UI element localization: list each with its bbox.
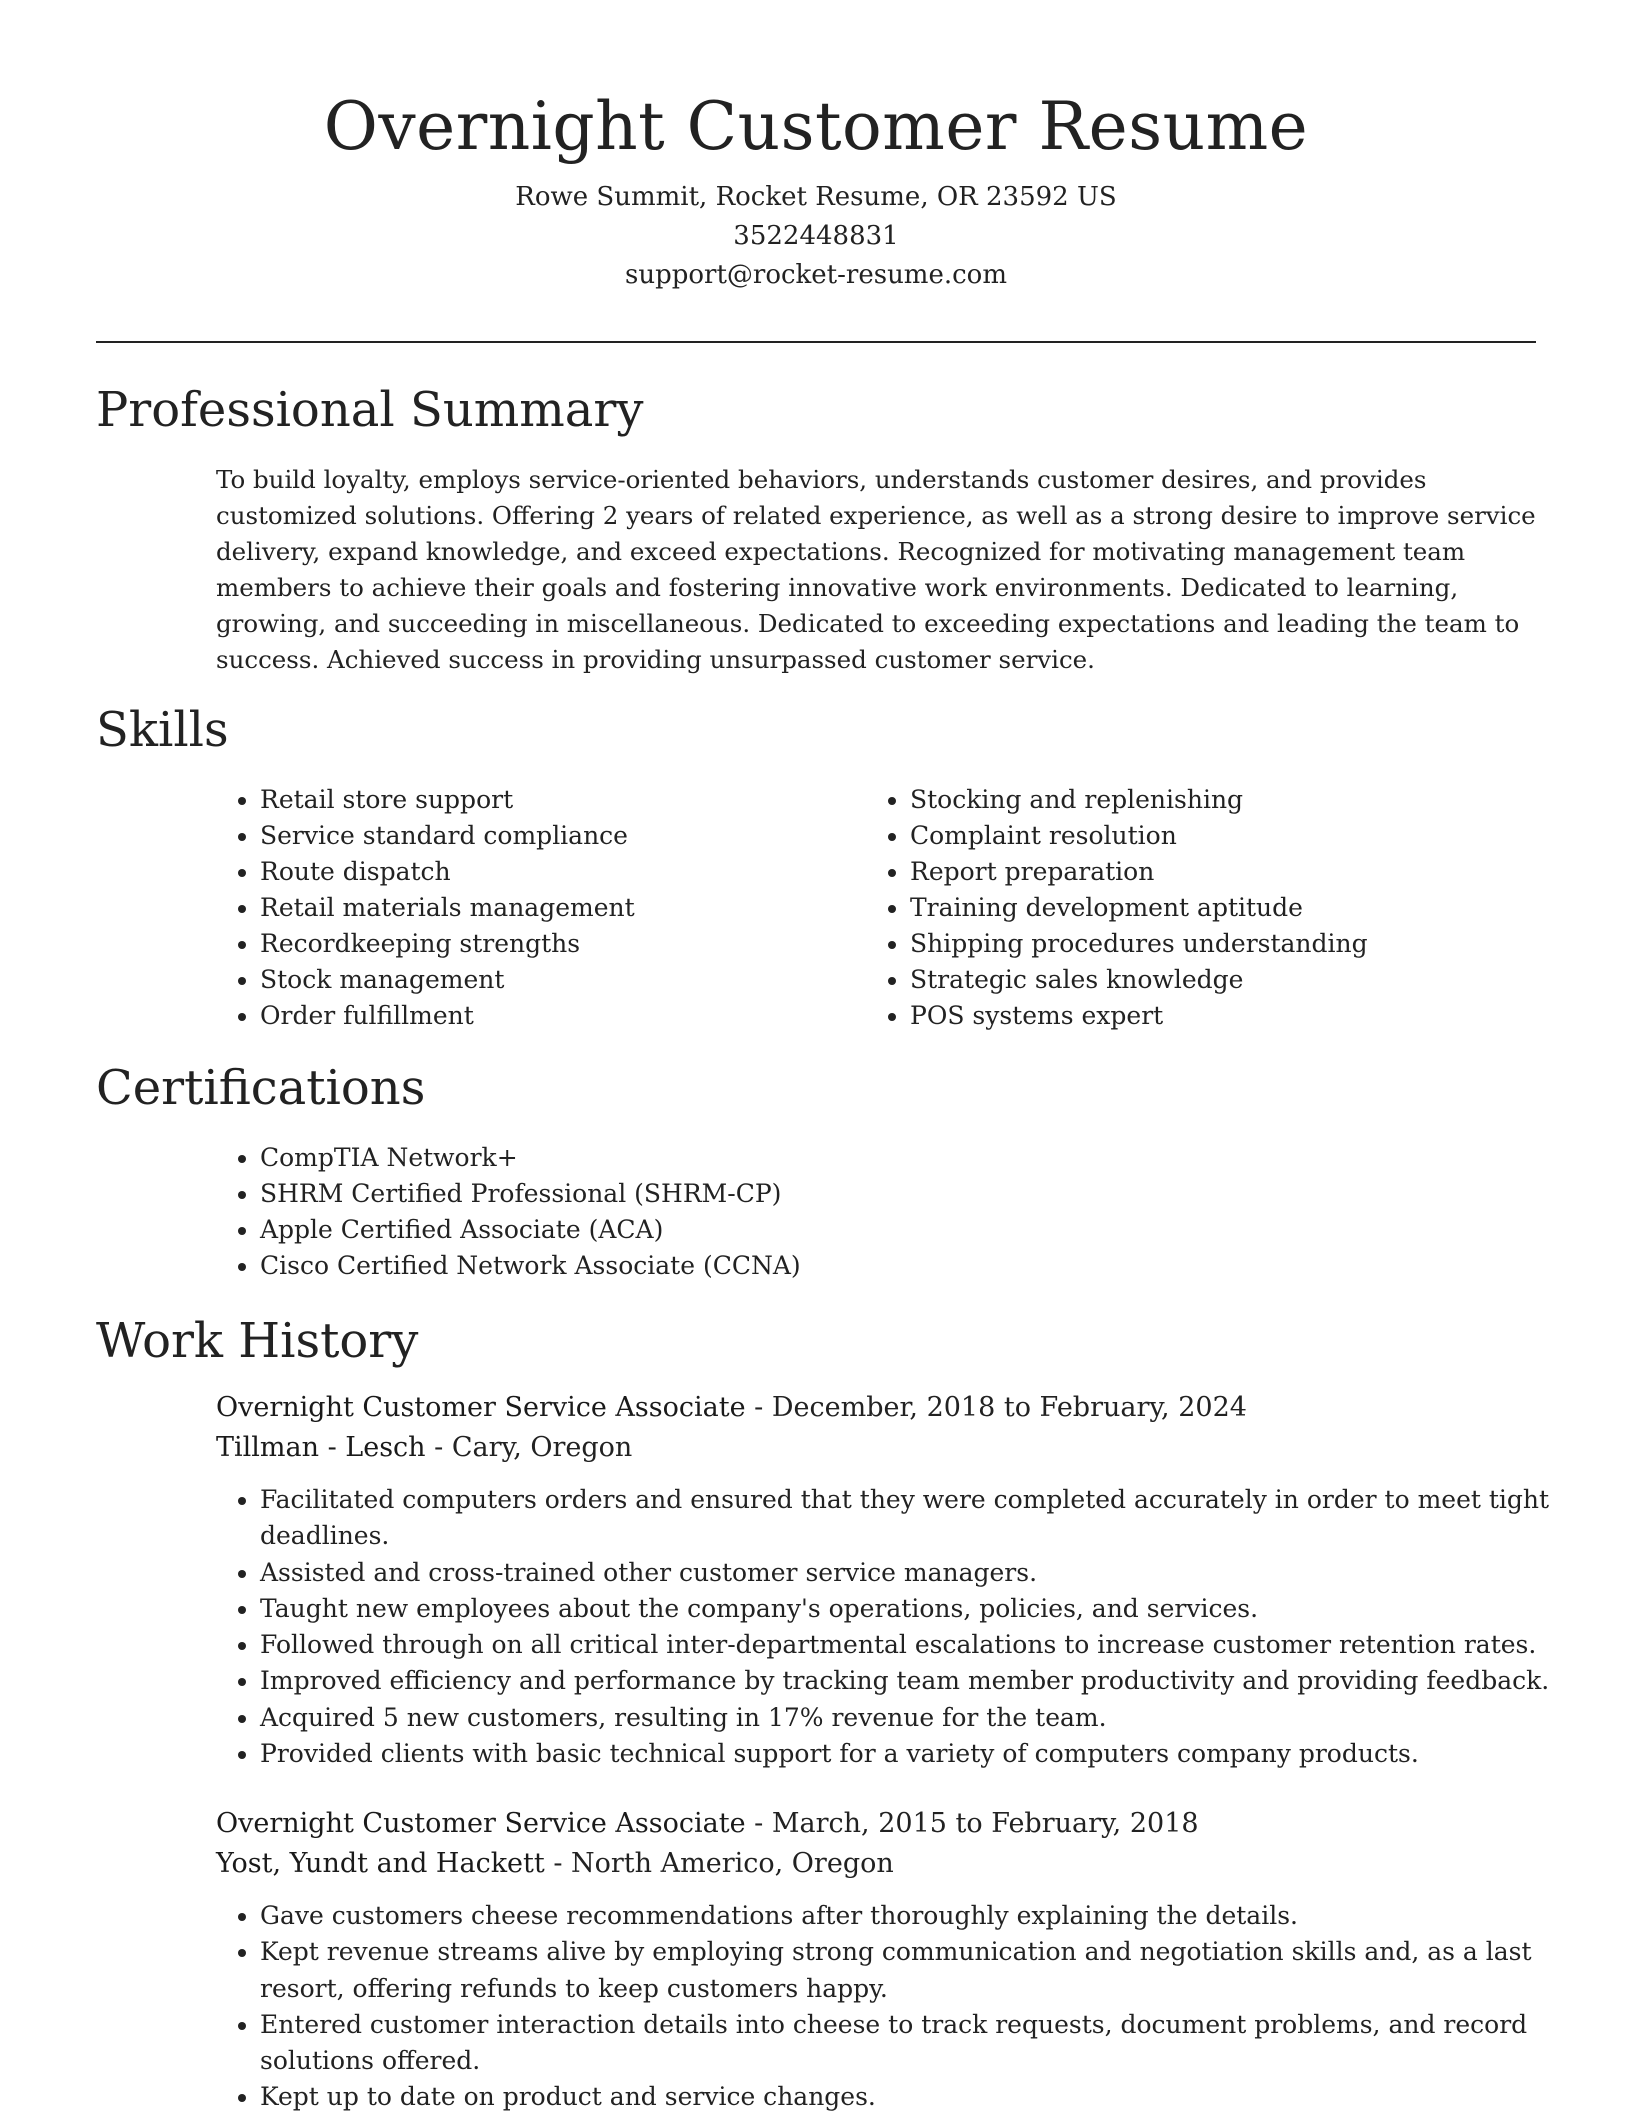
job-bullet: • Entered customer interaction details into cheese to track requests, document problems, and record solutions offered. [260, 2007, 1600, 2080]
section-title-work-history: Work History [96, 1313, 419, 1369]
job-bullet: • Kept up to date on product and service changes. [260, 2079, 1600, 2115]
job-company-line [216, 1428, 632, 1468]
skill-item: • Order fulfillment [260, 998, 860, 1034]
resume-header [0, 0, 1632, 295]
skill-item: • Stock management [260, 962, 860, 998]
skill-item: • Shipping procedures understanding [910, 926, 1550, 962]
job-bullets [216, 1898, 1600, 2116]
section-title-skills: Skills [96, 702, 229, 758]
contact-email: support@rocket-resume.com [624, 260, 1007, 290]
job-bullet: • Kept revenue streams alive by employing strong communication and negotiation skills and, as a last resort, offering refunds to keep customers happy. [260, 1934, 1600, 2007]
job-bullet: • Taught new employees about the company's operations, policies, and services. [260, 1591, 1600, 1627]
skill-item: • Stocking and replenishing [910, 782, 1550, 818]
job-role: Overnight Customer Service Associate [216, 1808, 746, 1839]
job-bullet: • Gave customers cheese recommendations after thoroughly explaining the details. [260, 1898, 1600, 1934]
skills-list-left [216, 782, 860, 1034]
certification-item: • Apple Certified Associate (ACA) [260, 1212, 1460, 1248]
certification-item: • CompTIA Network+ [260, 1140, 1460, 1176]
contact-block [0, 178, 1632, 295]
job-bullet: • Improved efficiency and performance by tracking team member productivity and providing feedback. [260, 1663, 1600, 1699]
contact-address: Rowe Summit, Rocket Resume, OR 23592 US [515, 182, 1117, 212]
job-location: - North Americo, Oregon [544, 1848, 894, 1879]
job-bullet: • Assisted and cross-trained other customer service managers. [260, 1555, 1600, 1591]
job-dates: - December, 2018 to February, 2024 [745, 1392, 1247, 1423]
skill-item: • Retail store support [260, 782, 860, 818]
job-bullet: • Facilitated computers orders and ensured that they were completed accurately in order to meet tight deadlines. [260, 1482, 1600, 1555]
skill-item: • Complaint resolution [910, 818, 1550, 854]
job-title-line [216, 1804, 1199, 1844]
job-bullet: • Followed through on all critical inter-departmental escalations to increase customer retention rates. [260, 1627, 1600, 1663]
skill-item: • Service standard compliance [260, 818, 860, 854]
job-company: Yost, Yundt and Hackett [216, 1848, 545, 1879]
skill-item: • POS systems expert [910, 998, 1550, 1034]
job-company-line [216, 1844, 894, 1884]
summary-text: To build loyalty, employs service-oriented behaviors, understands customer desires, and provides customized solutions. Offering 2 years of related experience, as well as a strong desire to improve service delivery, expand knowledge, and exceed expectations. Recognized for motivating management team members to achieve their goals and fostering innovative work environments. Dedicated to learning, growing, and succeeding in miscellaneous. Dedicated to exceeding expectations and leading the team to success. Achieved success in providing unsurpassed customer service. [216, 465, 1536, 674]
resume-title: Overnight Customer Resume [323, 88, 1309, 165]
skill-item: • Training development aptitude [910, 890, 1550, 926]
job-bullet: • Provided clients with basic technical support for a variety of computers company products. [260, 1736, 1600, 1772]
job-bullets [216, 1482, 1600, 1772]
job-company: Tillman - Lesch [216, 1432, 426, 1463]
skill-item: • Strategic sales knowledge [910, 962, 1550, 998]
job-location: - Cary, Oregon [425, 1432, 633, 1463]
skills-list-right [866, 782, 1550, 1034]
job-role: Overnight Customer Service Associate [216, 1392, 746, 1423]
skill-item: • Recordkeeping strengths [260, 926, 860, 962]
certification-item: • SHRM Certified Professional (SHRM-CP) [260, 1176, 1460, 1212]
header-divider [96, 341, 1536, 343]
contact-phone: 3522448831 [733, 221, 899, 251]
skill-item: • Route dispatch [260, 854, 860, 890]
job-bullet: • Acquired 5 new customers, resulting in 17% revenue for the team. [260, 1700, 1600, 1736]
job-dates: - March, 2015 to February, 2018 [745, 1808, 1199, 1839]
skill-item: • Report preparation [910, 854, 1550, 890]
certifications-list [216, 1140, 1460, 1284]
certification-item: • Cisco Certified Network Associate (CCNA) [260, 1248, 1460, 1284]
job-title-line [216, 1388, 1247, 1428]
section-title-summary: Professional Summary [96, 382, 644, 438]
skill-item: • Retail materials management [260, 890, 860, 926]
section-title-certifications: Certifications [96, 1060, 426, 1116]
